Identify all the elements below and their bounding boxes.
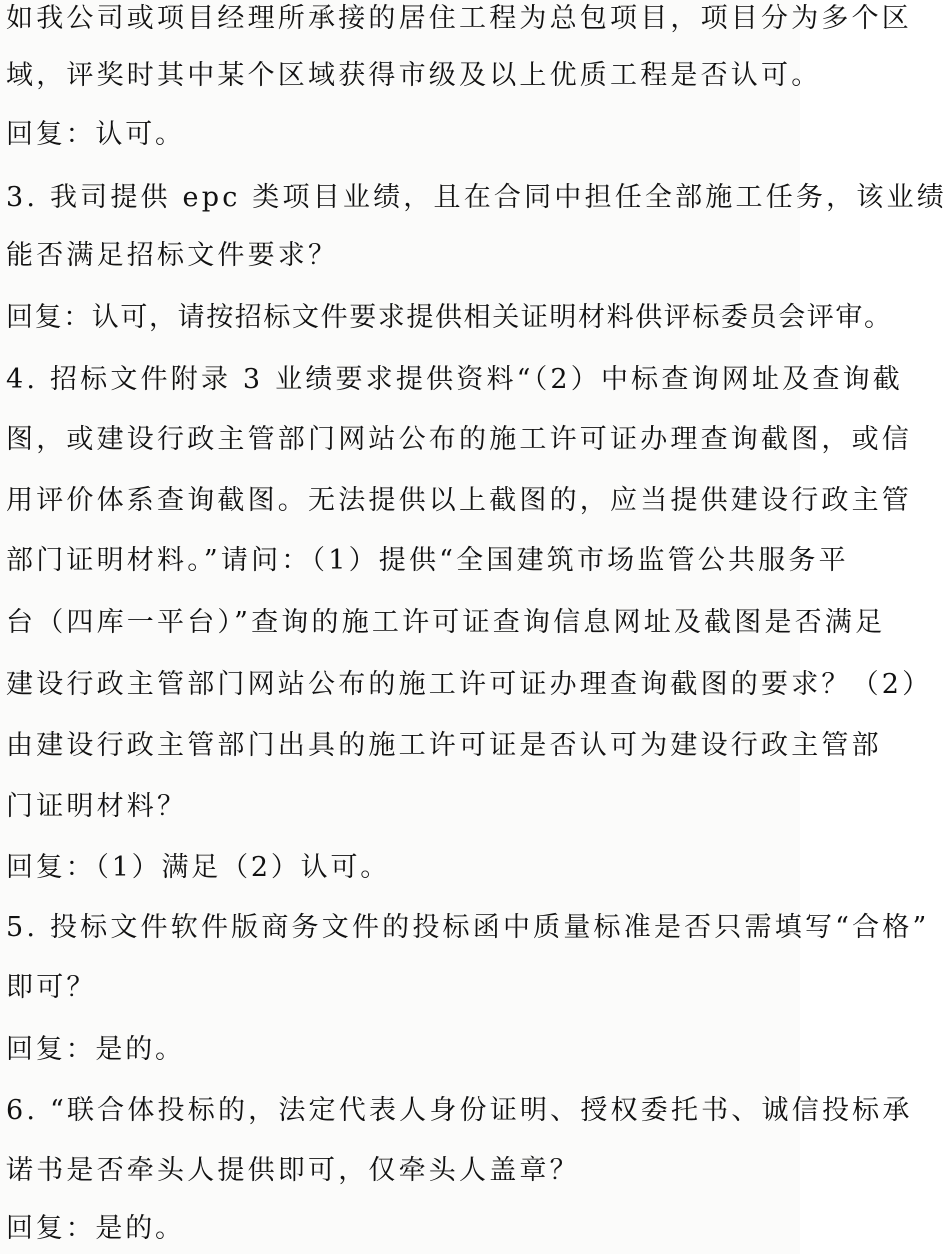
text-line: 用评价体系查询截图。无法提供以上截图的，应当提供建设行政主管 (6, 485, 912, 516)
reply-line: 回复：是的。 (6, 1213, 185, 1244)
text-line: 诺书是否牵头人提供即可，仅牵头人盖章？ (6, 1155, 580, 1186)
text-line: 由建设行政主管部门出具的施工许可证是否认可为建设行政主管部 (6, 730, 882, 761)
question-line: 5. 投标文件软件版商务文件的投标函中质量标准是否只需填写“合格” (6, 912, 930, 943)
reply-line: 回复：认可，请按招标文件要求提供相关证明材料供评标委员会评审。 (6, 302, 893, 333)
question-line: 6. “联合体投标的，法定代表人身份证明、授权委托书、诚信投标承 (6, 1095, 913, 1126)
text-line: 如我公司或项目经理所承接的居住工程为总包项目，项目分为多个区 (6, 3, 912, 34)
reply-line: 回复：（1）满足（2）认可。 (6, 852, 391, 883)
text-line: 台（四库一平台）”查询的施工许可证查询信息网址及截图是否满足 (6, 607, 886, 638)
text-line: 域，评奖时其中某个区域获得市级及以上优质工程是否认可。 (6, 60, 822, 91)
question-line: 3. 我司提供 epc 类项目业绩，且在合同中担任全部施工任务，该业绩 (6, 182, 947, 213)
question-line: 4. 招标文件附录 3 业绩要求提供资料“（2）中标查询网址及查询截 (6, 364, 903, 395)
reply-line: 回复：认可。 (6, 119, 185, 150)
text-line: 建设行政主管部门网站公布的施工许可证办理查询截图的要求？（2） (6, 669, 933, 700)
text-line: 门证明材料？ (6, 791, 188, 822)
text-line: 即可？ (6, 972, 97, 1003)
text-line: 图，或建设行政主管部门网站公布的施工许可证办理查询截图，或信 (6, 424, 912, 455)
text-line: 能否满足招标文件要求？ (6, 240, 339, 271)
reply-line: 回复：是的。 (6, 1034, 185, 1065)
text-line: 部门证明材料。”请问：（1）提供“全国建筑市场监管公共服务平 (6, 545, 849, 576)
